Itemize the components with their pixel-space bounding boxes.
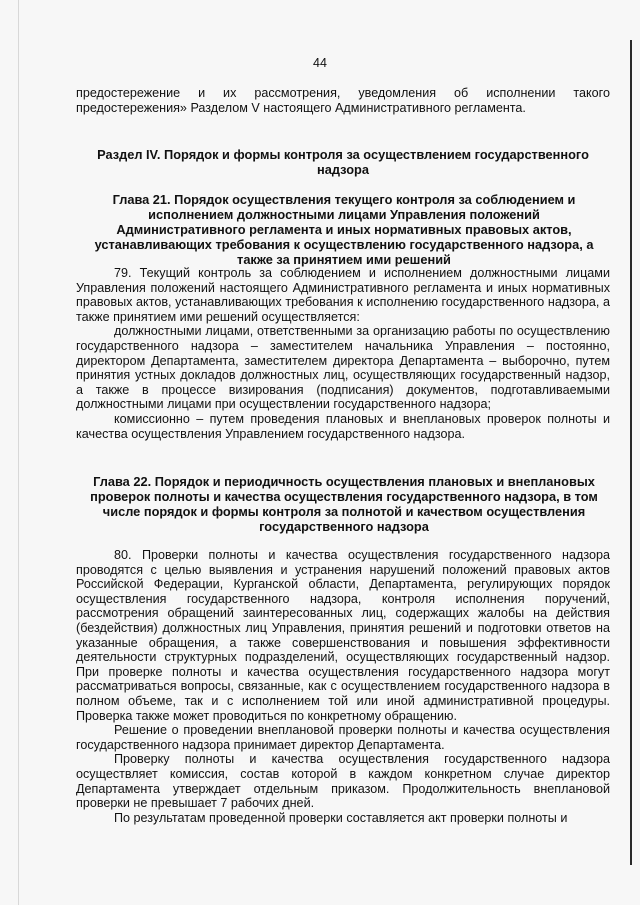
paragraph-79-officials: должностными лицами, ответственными за организацию работы по осуществлению государственного надзора – заместителем начальника Управления – постоянно, директором Департамента, заместителем директора Департамента – выборочно, путем принятия устных докладов должностных лиц, осуществляющих государственный надзор, а также в процессе визирования (подписания) документов, подготавливаемыми должностными лицами при осуществлении государственного надзора; — [76, 324, 610, 412]
paragraph-80-main: 80. Проверки полноты и качества осуществления государственного надзора проводятся с целью выявления и устранения нарушений положений правовых актов Российской Федерации, Курганской области, Департамента, регулирующих порядок осуществления государственного надзора, контроля исполнения поручений, рассмотрения обращений заинтересованных лиц, содержащих жалобы на действия (бездействия) должностных лиц Управления, принятия решений и подготовки ответов на указанные обращения, а также совершенствования и повышения эффективности деятельности структурных подразделений, осуществляющих государственный надзор. При проверке полноты и качества осуществления государственного надзора могут рассматриваться вопросы, связанные, как с осуществлением государственного надзора в полном объеме, так и с исполнением той или иной административной процедуры. Проверка также может проводиться по конкретному обращению. — [76, 548, 610, 723]
paragraph-79-commission: комиссионно – путем проведения плановых и внеплановых проверок полноты и качества осуществления Управлением государственного надзора. — [76, 411, 610, 441]
intro-paragraph: предостережение и их рассмотрения, уведомления об исполнении такого предостережения» Разделом V настоящего Административного регламента. — [76, 86, 610, 115]
page-number: 44 — [313, 56, 327, 70]
paragraph-80-commission: Проверку полноты и качества осуществления государственного надзора осуществляет комиссия, состав которой в каждом конкретном случае директор Департамента утверждает отдельным приказом. Продолжительность внеплановой проверки не превышает 7 рабочих дней. — [76, 752, 610, 811]
section-80 — [76, 548, 610, 825]
paragraph-80-decision: Решение о проведении внеплановой проверки полноты и качества осуществления государственного надзора принимает директор Департамента. — [76, 723, 610, 752]
chapter-22-title: Глава 22. Порядок и периодичность осуществления плановых и внеплановых проверок полноты и качества осуществления государственного надзора, в том числе порядок и формы контроля за полнотой и качеством осуществления государственного надзора — [90, 474, 598, 534]
section-79 — [76, 266, 610, 441]
paragraph-80-result: По результатам проведенной проверки составляется акт проверки полноты и — [114, 810, 568, 825]
chapter-21-title: Глава 21. Порядок осуществления текущего контроля за соблюдением и исполнением должностными лицами Управления положений Административного регламента и иных нормативных правовых актов, устанавливающих требования к осуществлению государственного надзора, а также за принятием ими решений — [94, 192, 594, 267]
section-title: Раздел IV. Порядок и формы контроля за осуществлением государственного надзора — [97, 147, 589, 177]
paragraph-79-intro: 79. Текущий контроль за соблюдением и исполнением должностными лицами Управления положений настоящего Административного регламента и иных нормативных правовых актов, устанавливающих требования к исполнению государственного надзора, а также принятием ими решений осуществляется: — [76, 266, 610, 324]
